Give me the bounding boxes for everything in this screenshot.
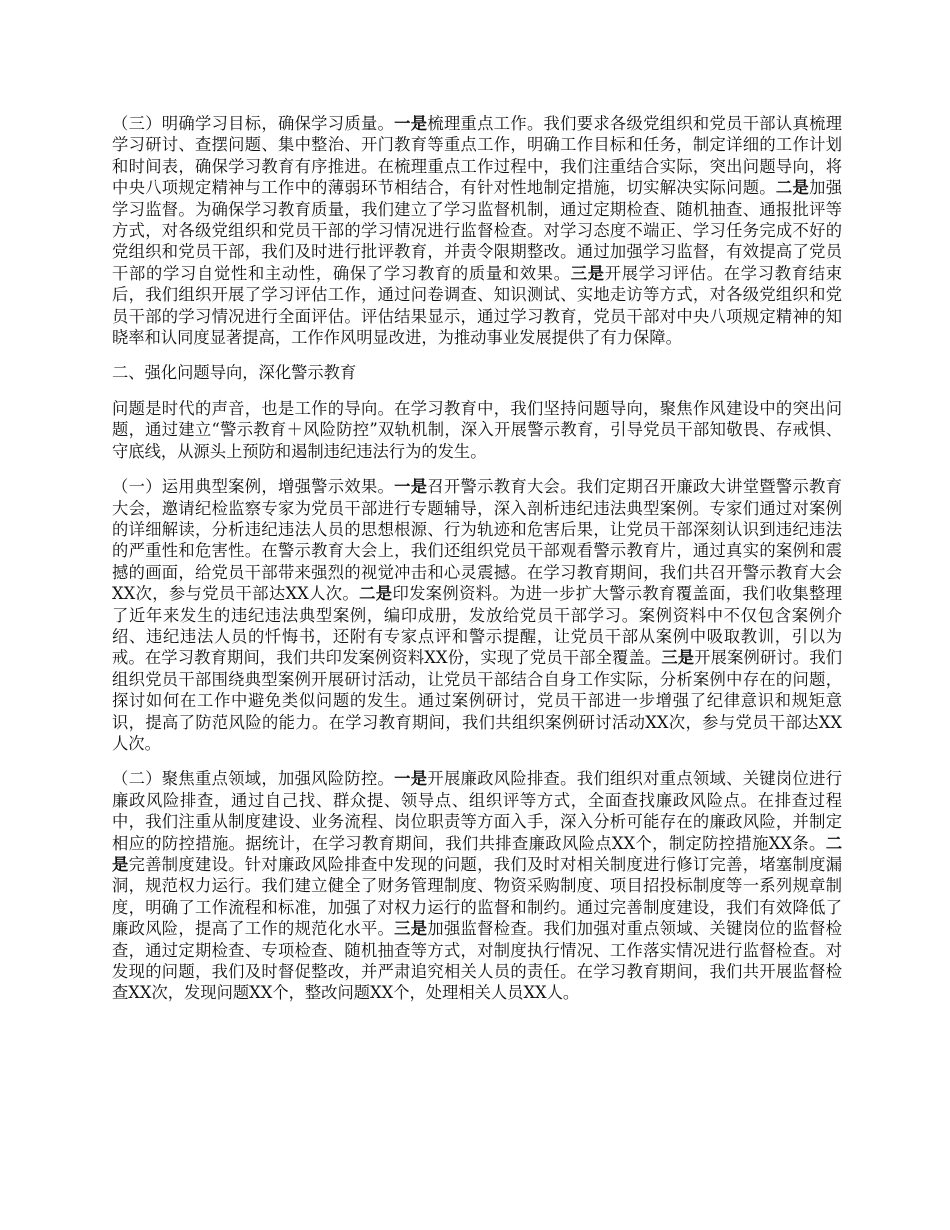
bold-marker: 一是 <box>394 769 428 789</box>
text-segment: （三）明确学习目标，确保学习质量。 <box>112 114 395 133</box>
document-page <box>112 113 842 1018</box>
paragraph-risk-control <box>112 768 842 1003</box>
text-segment: 印发案例资料。为进一步扩大警示教育覆盖面，我们收集整理了近年来发生的违纪违法典型案例，编印成册，发放给党员干部学习。案例资料中不仅包含案例介绍、违纪违法人员的忏悔书，还附有专家点评和警示提醒，让党员干部从案例中吸取教训，引以为戒。在学习教育期间，我们共印发案例资料XX份，实现了党员干部全覆盖。 <box>112 584 842 668</box>
bold-marker: 一是 <box>394 477 428 497</box>
text-segment: 开展学习评估。在学习教育结束后，我们组织开展了学习评估工作，通过问卷调查、知识测试、实地走访等方式，对各级党组织和党员干部的学习情况进行全面评估。评估结果显示，通过学习教育，党员干部对中央八项规定精神的知晓率和认同度显著提高，工作作风明显改进，为推动事业发展提供了有力保障。 <box>112 263 842 348</box>
text-segment: 完善制度建设。针对廉政风险排查中发现的问题，我们及时对相关制度进行修订完善，堵塞制度漏洞，规范权力运行。我们建立健全了财务管理制度、物资采购制度、项目招投标制度等一系列规章制度，明确了工作流程和标准，加强了对权力运行的监督和制约。通过完善制度建设，我们有效降低了廉政风险，提高了工作的规范化水平。 <box>112 855 842 939</box>
text-segment: 梳理重点工作。我们要求各级党组织和党员干部认真梳理学习研讨、查摆问题、集中整治、开门教育等重点工作，明确工作目标和任务，制定详细的工作计划和时间表，确保学习教育有序推进。在梳理重点工作过程中，我们注重结合实际，突出问题导向，将中央八项规定精神与工作中的薄弱环节相结合，有针对性地制定措施，切实解决实际问题。 <box>112 114 842 198</box>
text-segment: 召开警示教育大会。我们定期召开廉政大讲堂暨警示教育大会，邀请纪检监察专家为党员干部进行专题辅导，深入剖析违纪违法典型案例。专家们通过对案例的详细解读，分析违纪违法人员的思想根源、行为轨迹和危害后果，让党员干部深刻认识到违纪违法的严重性和危害性。在警示教育大会上，我们还组织党员干部观看警示教育片，通过真实的案例和震撼的画面，给党员干部带来强烈的视觉冲击和心灵震撼。在学习教育期间，我们共召开警示教育大会XX次，参与党员干部达XX人次。 <box>112 477 842 604</box>
section-heading <box>112 362 842 383</box>
bold-marker: 三是 <box>570 263 605 283</box>
bold-marker: 二是 <box>112 833 842 874</box>
paragraph-learning-goals <box>112 113 842 348</box>
text-segment: 加强监督检查。我们加强对重点领域、关键岗位的监督检查，通过定期检查、专项检查、随机抽查等方式，对制度执行情况、工作落实情况进行监督检查。对发现的问题，我们及时督促整改，并严肃追究相关人员的责任。在学习教育期间，我们共开展监督检查XX次，发现问题XX个，整改问题XX个，处理相关人员XX人。 <box>112 919 842 1003</box>
text-segment: （一）运用典型案例，增强警示效果。 <box>112 477 395 497</box>
paragraph-typical-cases <box>112 476 842 754</box>
text-segment: 开展廉政风险排查。我们组织对重点领域、关键岗位进行廉政风险排查，通过自己找、群众提、领导点、组织评等方式，全面查找廉政风险点。在排查过程中，我们注重从制度建设、业务流程、岗位职责等方面入手，深入分析可能存在的廉政风险，并制定相应的防控措施。据统计，在学习教育期间，我们共排查廉政风险点XX个，制定防控措施XX条。 <box>112 769 842 853</box>
bold-marker: 三是 <box>394 919 428 939</box>
text-segment: 加强学习监督。为确保学习教育质量，我们建立了学习监督机制，通过定期检查、随机抽查、通报批评等方式，对各级党组织和党员干部的学习情况进行监督检查。对学习态度不端正、学习任务完成不好的党组织和党员干部，我们及时进行批评教育，并责令限期整改。通过加强学习监督，有效提高了党员干部的学习自觉性和主动性，确保了学习教育的质量和效果。 <box>112 178 842 283</box>
paragraph-intro <box>112 398 842 462</box>
bold-marker: 一是 <box>394 114 428 133</box>
text-segment: （二）聚焦重点领域，加强风险防控。 <box>112 769 395 789</box>
bold-marker: 二是 <box>359 584 393 604</box>
text-segment: 开展案例研讨。我们组织党员干部围绕典型案例开展研讨活动，让党员干部结合自身工作实际，分析案例中存在的问题，探讨如何在工作中避免类似问题的发生。通过案例研讨，党员干部进一步增强了纪律意识和规矩意识，提高了防范风险的能力。在学习教育期间，我们共组织案例研讨活动XX次，参与党员干部达XX人次。 <box>112 648 842 753</box>
bold-marker: 二是 <box>775 178 810 198</box>
bold-marker: 三是 <box>661 648 695 668</box>
text-segment: 问题是时代的声音，也是工作的导向。在学习教育中，我们坚持问题导向，聚焦作风建设中的突出问题，通过建立“警示教育＋风险防控”双轨机制，深入开展警示教育，引导党员干部知敬畏、存戒惧、守底线，从源头上预防和遏制违纪违法行为的发生。 <box>112 398 842 461</box>
heading-text: 二、强化问题导向，深化警示教育 <box>112 363 357 383</box>
